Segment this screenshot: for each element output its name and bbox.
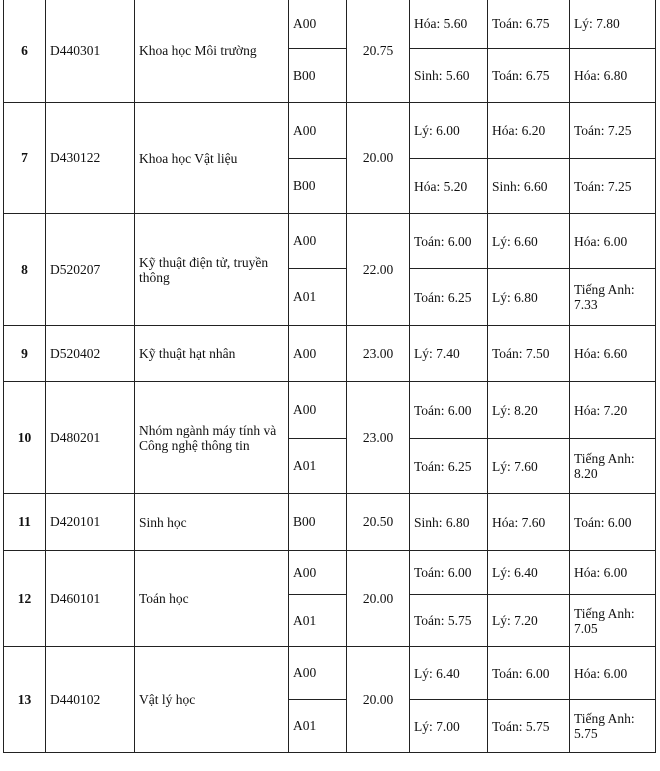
subject-score-3-cell: Hóa: 6.60 <box>570 326 656 382</box>
major-name-cell: Nhóm ngành máy tính và Công nghệ thông tin <box>135 382 289 494</box>
subject-score-3-cell: Hóa: 6.00 <box>570 551 656 595</box>
subject-score-2-cell: Lý: 6.80 <box>488 269 570 326</box>
major-code-cell: D420101 <box>46 494 135 551</box>
subject-score-1-cell: Toán: 5.75 <box>410 595 488 647</box>
table-row <box>4 103 656 159</box>
cutoff-score-cell: 23.00 <box>347 326 410 382</box>
major-name-cell: Kỹ thuật điện tử, truyền thông <box>135 214 289 326</box>
major-name-cell: Khoa học Môi trường <box>135 0 289 103</box>
row-number-cell: 6 <box>4 0 46 103</box>
cutoff-score-cell: 20.00 <box>347 647 410 753</box>
subject-score-2-cell: Toán: 6.00 <box>488 647 570 700</box>
subject-score-1-cell: Hóa: 5.20 <box>410 159 488 214</box>
admission-score-table <box>3 0 656 753</box>
exam-block-cell: B00 <box>289 159 347 214</box>
cutoff-score-cell: 20.00 <box>347 103 410 214</box>
subject-score-2-cell: Toán: 5.75 <box>488 700 570 753</box>
subject-score-1-cell: Lý: 6.00 <box>410 103 488 159</box>
major-code-cell: D520402 <box>46 326 135 382</box>
table-row <box>4 551 656 595</box>
row-number-cell: 13 <box>4 647 46 753</box>
subject-score-3-cell: Tiếng Anh: 7.05 <box>570 595 656 647</box>
subject-score-1-cell: Sinh: 5.60 <box>410 49 488 103</box>
subject-score-1-cell: Toán: 6.00 <box>410 382 488 439</box>
cutoff-score-cell: 22.00 <box>347 214 410 326</box>
cutoff-score-cell: 20.75 <box>347 0 410 103</box>
subject-score-2-cell: Lý: 6.40 <box>488 551 570 595</box>
subject-score-2-cell: Toán: 7.50 <box>488 326 570 382</box>
subject-score-2-cell: Hóa: 7.60 <box>488 494 570 551</box>
exam-block-cell: A00 <box>289 551 347 595</box>
subject-score-1-cell: Sinh: 6.80 <box>410 494 488 551</box>
major-code-cell: D440102 <box>46 647 135 753</box>
subject-score-3-cell: Hóa: 7.20 <box>570 382 656 439</box>
subject-score-3-cell: Hóa: 6.00 <box>570 647 656 700</box>
subject-score-1-cell: Lý: 7.40 <box>410 326 488 382</box>
row-number-cell: 12 <box>4 551 46 647</box>
subject-score-3-cell: Toán: 7.25 <box>570 159 656 214</box>
major-name-cell: Sinh học <box>135 494 289 551</box>
cutoff-score-cell: 20.00 <box>347 551 410 647</box>
subject-score-1-cell: Toán: 6.00 <box>410 214 488 269</box>
row-number-cell: 8 <box>4 214 46 326</box>
subject-score-2-cell: Sinh: 6.60 <box>488 159 570 214</box>
subject-score-3-cell: Hóa: 6.80 <box>570 49 656 103</box>
table-row <box>4 382 656 439</box>
subject-score-3-cell: Lý: 7.80 <box>570 0 656 49</box>
major-name-cell: Toán học <box>135 551 289 647</box>
table-row <box>4 494 656 551</box>
major-name-cell: Khoa học Vật liệu <box>135 103 289 214</box>
exam-block-cell: A01 <box>289 700 347 753</box>
subject-score-1-cell: Lý: 7.00 <box>410 700 488 753</box>
subject-score-3-cell: Tiếng Anh: 5.75 <box>570 700 656 753</box>
major-code-cell: D460101 <box>46 551 135 647</box>
subject-score-3-cell: Tiếng Anh: 7.33 <box>570 269 656 326</box>
row-number-cell: 9 <box>4 326 46 382</box>
row-number-cell: 10 <box>4 382 46 494</box>
cutoff-score-cell: 23.00 <box>347 382 410 494</box>
subject-score-2-cell: Lý: 7.60 <box>488 439 570 494</box>
table-row <box>4 326 656 382</box>
exam-block-cell: A01 <box>289 269 347 326</box>
exam-block-cell: A00 <box>289 326 347 382</box>
subject-score-2-cell: Toán: 6.75 <box>488 0 570 49</box>
subject-score-1-cell: Hóa: 5.60 <box>410 0 488 49</box>
exam-block-cell: A00 <box>289 214 347 269</box>
exam-block-cell: B00 <box>289 49 347 103</box>
table-row <box>4 647 656 700</box>
major-name-cell: Vật lý học <box>135 647 289 753</box>
major-name-cell: Kỹ thuật hạt nhân <box>135 326 289 382</box>
subject-score-1-cell: Lý: 6.40 <box>410 647 488 700</box>
subject-score-2-cell: Toán: 6.75 <box>488 49 570 103</box>
table-row <box>4 214 656 269</box>
subject-score-3-cell: Toán: 6.00 <box>570 494 656 551</box>
subject-score-2-cell: Hóa: 6.20 <box>488 103 570 159</box>
subject-score-1-cell: Toán: 6.00 <box>410 551 488 595</box>
exam-block-cell: A00 <box>289 382 347 439</box>
major-code-cell: D520207 <box>46 214 135 326</box>
major-code-cell: D480201 <box>46 382 135 494</box>
row-number-cell: 11 <box>4 494 46 551</box>
exam-block-cell: A00 <box>289 0 347 49</box>
exam-block-cell: A00 <box>289 647 347 700</box>
major-code-cell: D430122 <box>46 103 135 214</box>
table-row <box>4 0 656 49</box>
subject-score-1-cell: Toán: 6.25 <box>410 269 488 326</box>
subject-score-3-cell: Hóa: 6.00 <box>570 214 656 269</box>
exam-block-cell: B00 <box>289 494 347 551</box>
major-code-cell: D440301 <box>46 0 135 103</box>
exam-block-cell: A01 <box>289 595 347 647</box>
exam-block-cell: A01 <box>289 439 347 494</box>
subject-score-2-cell: Lý: 7.20 <box>488 595 570 647</box>
table-body <box>4 0 656 753</box>
cutoff-score-cell: 20.50 <box>347 494 410 551</box>
subject-score-3-cell: Tiếng Anh: 8.20 <box>570 439 656 494</box>
subject-score-1-cell: Toán: 6.25 <box>410 439 488 494</box>
subject-score-2-cell: Lý: 6.60 <box>488 214 570 269</box>
subject-score-2-cell: Lý: 8.20 <box>488 382 570 439</box>
exam-block-cell: A00 <box>289 103 347 159</box>
row-number-cell: 7 <box>4 103 46 214</box>
subject-score-3-cell: Toán: 7.25 <box>570 103 656 159</box>
